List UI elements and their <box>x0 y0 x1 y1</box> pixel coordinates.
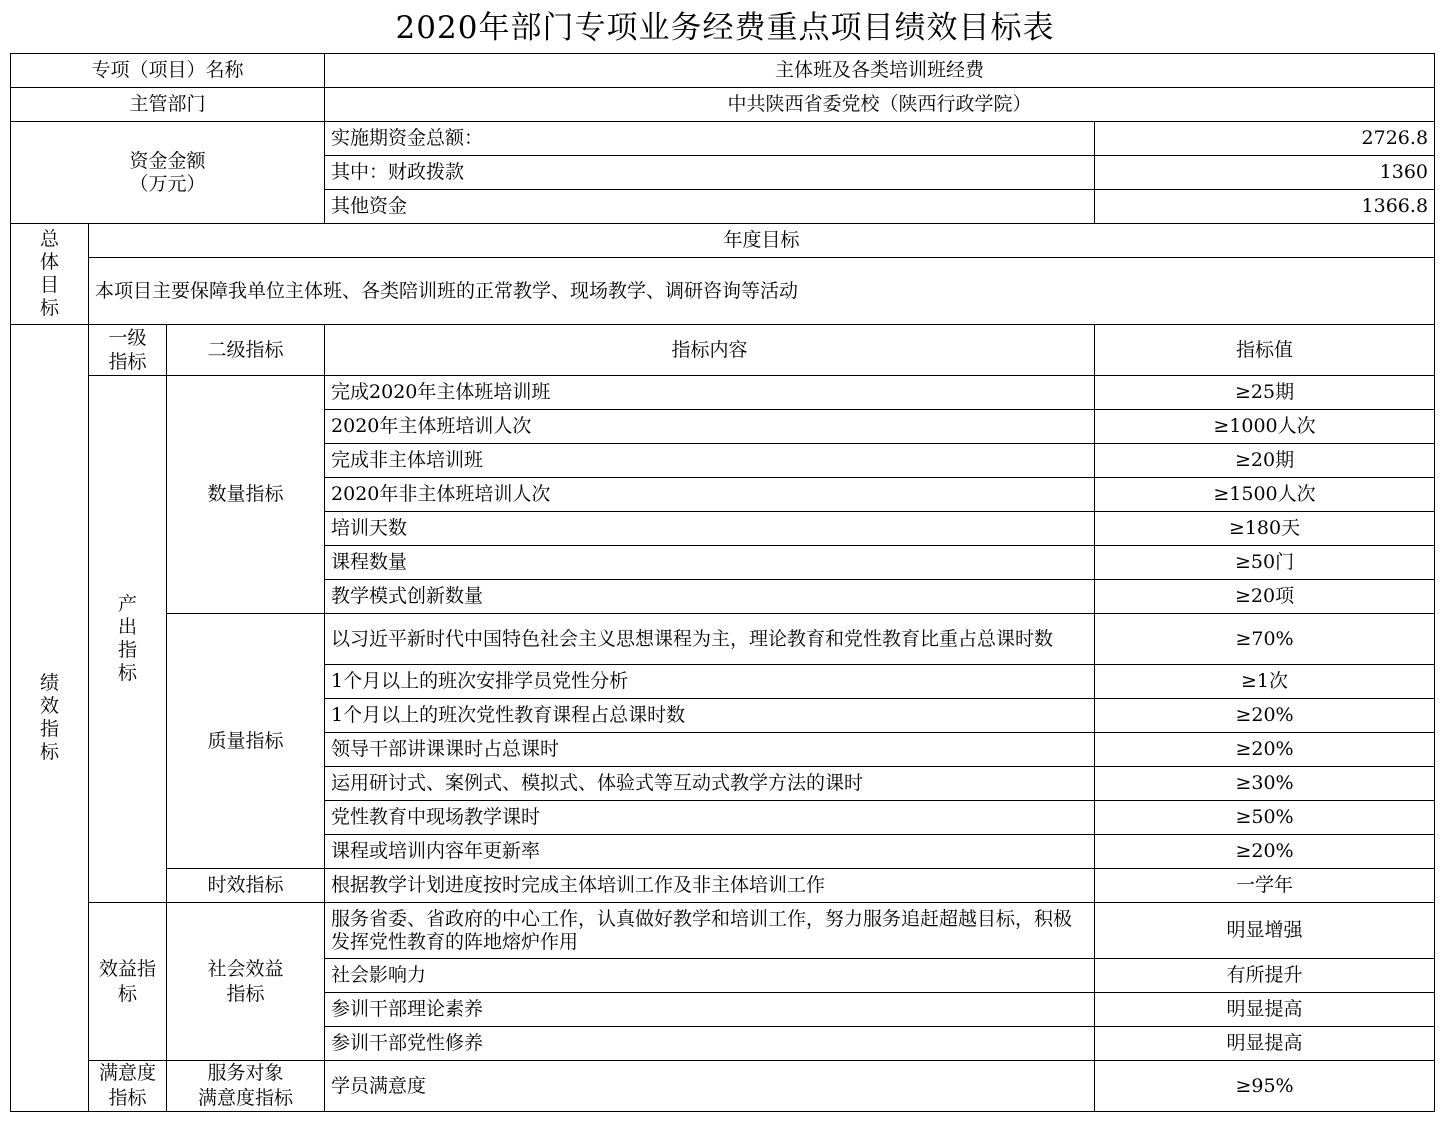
funding-fiscal-label: 其中：财政拨款 <box>325 156 1095 190</box>
funding-total-value: 2726.8 <box>1095 122 1435 156</box>
overall-goal-char: 标 <box>39 297 59 319</box>
benefit-label-line2: 标 <box>117 982 137 1005</box>
indicator-value: ≥20% <box>1095 699 1435 733</box>
indicator-value: ≥20期 <box>1095 444 1435 478</box>
indicator-value: 明显提高 <box>1095 993 1435 1027</box>
output-char: 出 <box>117 616 137 638</box>
funding-total-label: 实施期资金总额： <box>325 122 1095 156</box>
performance-char: 效 <box>39 695 59 717</box>
department-label: 主管部门 <box>11 88 325 122</box>
performance-char: 指 <box>39 718 59 740</box>
indicator-value: ≥30% <box>1095 767 1435 801</box>
row-funding-total <box>11 122 1435 156</box>
page-title: 2020年部门专项业务经费重点项目绩效目标表 <box>395 10 1055 46</box>
quality-indicator-label: 质量指标 <box>167 614 325 869</box>
indicator-value: ≥50门 <box>1095 546 1435 580</box>
row-project-name <box>11 54 1435 88</box>
service-label-line1: 服务对象 <box>207 1062 284 1084</box>
project-name-label: 专项（项目）名称 <box>11 54 325 88</box>
indicator-content: 课程数量 <box>325 546 1095 580</box>
social-label-line1: 社会效益 <box>207 957 284 980</box>
indicator-value: ≥25期 <box>1095 376 1435 410</box>
indicator-content: 2020年非主体班培训人次 <box>325 478 1095 512</box>
indicator-content: 2020年主体班培训人次 <box>325 410 1095 444</box>
indicator-value: 明显增强 <box>1095 903 1435 959</box>
department-value: 中共陕西省委党校（陕西行政学院） <box>325 88 1435 122</box>
indicator-content: 学员满意度 <box>325 1061 1095 1112</box>
indicator-value: ≥20项 <box>1095 580 1435 614</box>
output-char: 指 <box>117 639 137 661</box>
service-satisfaction-indicator-label <box>167 1061 325 1112</box>
table-row <box>11 376 1435 410</box>
performance-char: 标 <box>39 741 59 763</box>
satisfaction-label-line1: 满意度 <box>98 1062 156 1084</box>
indicator-value: ≥70% <box>1095 614 1435 665</box>
indicator-content: 参训干部理论素养 <box>325 993 1095 1027</box>
indicator-value: ≥1500人次 <box>1095 478 1435 512</box>
funding-label <box>11 122 325 224</box>
overall-goal-char: 目 <box>39 274 59 296</box>
indicator-content: 完成2020年主体班培训班 <box>325 376 1095 410</box>
indicator-content: 课程或培训内容年更新率 <box>325 835 1095 869</box>
row-goal-header <box>11 224 1435 258</box>
indicator-content: 领导干部讲课课时占总课时 <box>325 733 1095 767</box>
row-goal-text <box>11 258 1435 325</box>
row-indicator-header <box>11 325 1435 376</box>
row-department <box>11 88 1435 122</box>
overall-goal-char: 体 <box>39 251 59 273</box>
overall-goal-side-label <box>11 224 89 325</box>
indicator-content: 1个月以上的班次安排学员党性分析 <box>325 665 1095 699</box>
satisfaction-label-line2: 指标 <box>108 1087 147 1109</box>
funding-label-line1: 资金金额 <box>129 149 206 172</box>
indicator-content: 社会影响力 <box>325 959 1095 993</box>
indicator-value: ≥1次 <box>1095 665 1435 699</box>
level1-header-line2: 指标 <box>108 351 147 373</box>
table-row <box>11 903 1435 959</box>
indicator-content: 根据教学计划进度按时完成主体培训工作及非主体培训工作 <box>325 869 1095 903</box>
indicator-content: 服务省委、省政府的中心工作，认真做好教学和培训工作，努力服务追赶超越目标，积极发挥党性教育的阵地熔炉作用 <box>325 903 1095 959</box>
annual-goal-text: 本项目主要保障我单位主体班、各类陪训班的正常教学、现场教学、调研咨询等活动 <box>89 258 1435 325</box>
indicator-content: 培训天数 <box>325 512 1095 546</box>
output-char: 产 <box>117 593 137 615</box>
level2-header: 二级指标 <box>167 325 325 376</box>
indicator-content: 党性教育中现场教学课时 <box>325 801 1095 835</box>
funding-other-label: 其他资金 <box>325 190 1095 224</box>
social-label-line2: 指标 <box>226 982 265 1005</box>
table-row <box>11 1061 1435 1112</box>
output-indicator-label <box>89 376 167 903</box>
indicator-content: 教学模式创新数量 <box>325 580 1095 614</box>
indicator-value: ≥20% <box>1095 733 1435 767</box>
satisfaction-indicator-label <box>89 1061 167 1112</box>
content-header: 指标内容 <box>325 325 1095 376</box>
social-benefit-indicator-label <box>167 903 325 1061</box>
indicator-content: 参训干部党性修养 <box>325 1027 1095 1061</box>
indicator-value: 明显提高 <box>1095 1027 1435 1061</box>
indicator-value: 有所提升 <box>1095 959 1435 993</box>
table-row <box>11 869 1435 903</box>
indicator-content: 1个月以上的班次党性教育课程占总课时数 <box>325 699 1095 733</box>
quantity-indicator-label: 数量指标 <box>167 376 325 614</box>
funding-other-value: 1366.8 <box>1095 190 1435 224</box>
table-row <box>11 614 1435 665</box>
project-name-value: 主体班及各类培训班经费 <box>325 54 1435 88</box>
annual-goal-header: 年度目标 <box>89 224 1435 258</box>
indicator-value: ≥180天 <box>1095 512 1435 546</box>
benefit-label-line1: 效益指 <box>98 957 156 980</box>
indicator-value: ≥50% <box>1095 801 1435 835</box>
indicator-value: 一学年 <box>1095 869 1435 903</box>
performance-side-label <box>11 325 89 1112</box>
level1-header-line1: 一级 <box>108 327 147 349</box>
indicator-value: ≥1000人次 <box>1095 410 1435 444</box>
level1-header <box>89 325 167 376</box>
indicator-value: ≥20% <box>1095 835 1435 869</box>
funding-fiscal-value: 1360 <box>1095 156 1435 190</box>
overall-goal-char: 总 <box>39 228 59 250</box>
indicator-content: 以习近平新时代中国特色社会主义思想课程为主，理论教育和党性教育比重占总课时数 <box>325 614 1095 665</box>
benefit-indicator-label <box>89 903 167 1061</box>
value-header: 指标值 <box>1095 325 1435 376</box>
indicator-content: 运用研讨式、案例式、模拟式、体验式等互动式教学方法的课时 <box>325 767 1095 801</box>
timeliness-indicator-label: 时效指标 <box>167 869 325 903</box>
performance-target-table <box>10 53 1435 1112</box>
indicator-content: 完成非主体培训班 <box>325 444 1095 478</box>
output-char: 标 <box>117 662 137 684</box>
funding-label-line2: （万元） <box>129 172 206 195</box>
service-label-line2: 满意度指标 <box>198 1087 294 1109</box>
indicator-value: ≥95% <box>1095 1061 1435 1112</box>
performance-char: 绩 <box>39 672 59 694</box>
